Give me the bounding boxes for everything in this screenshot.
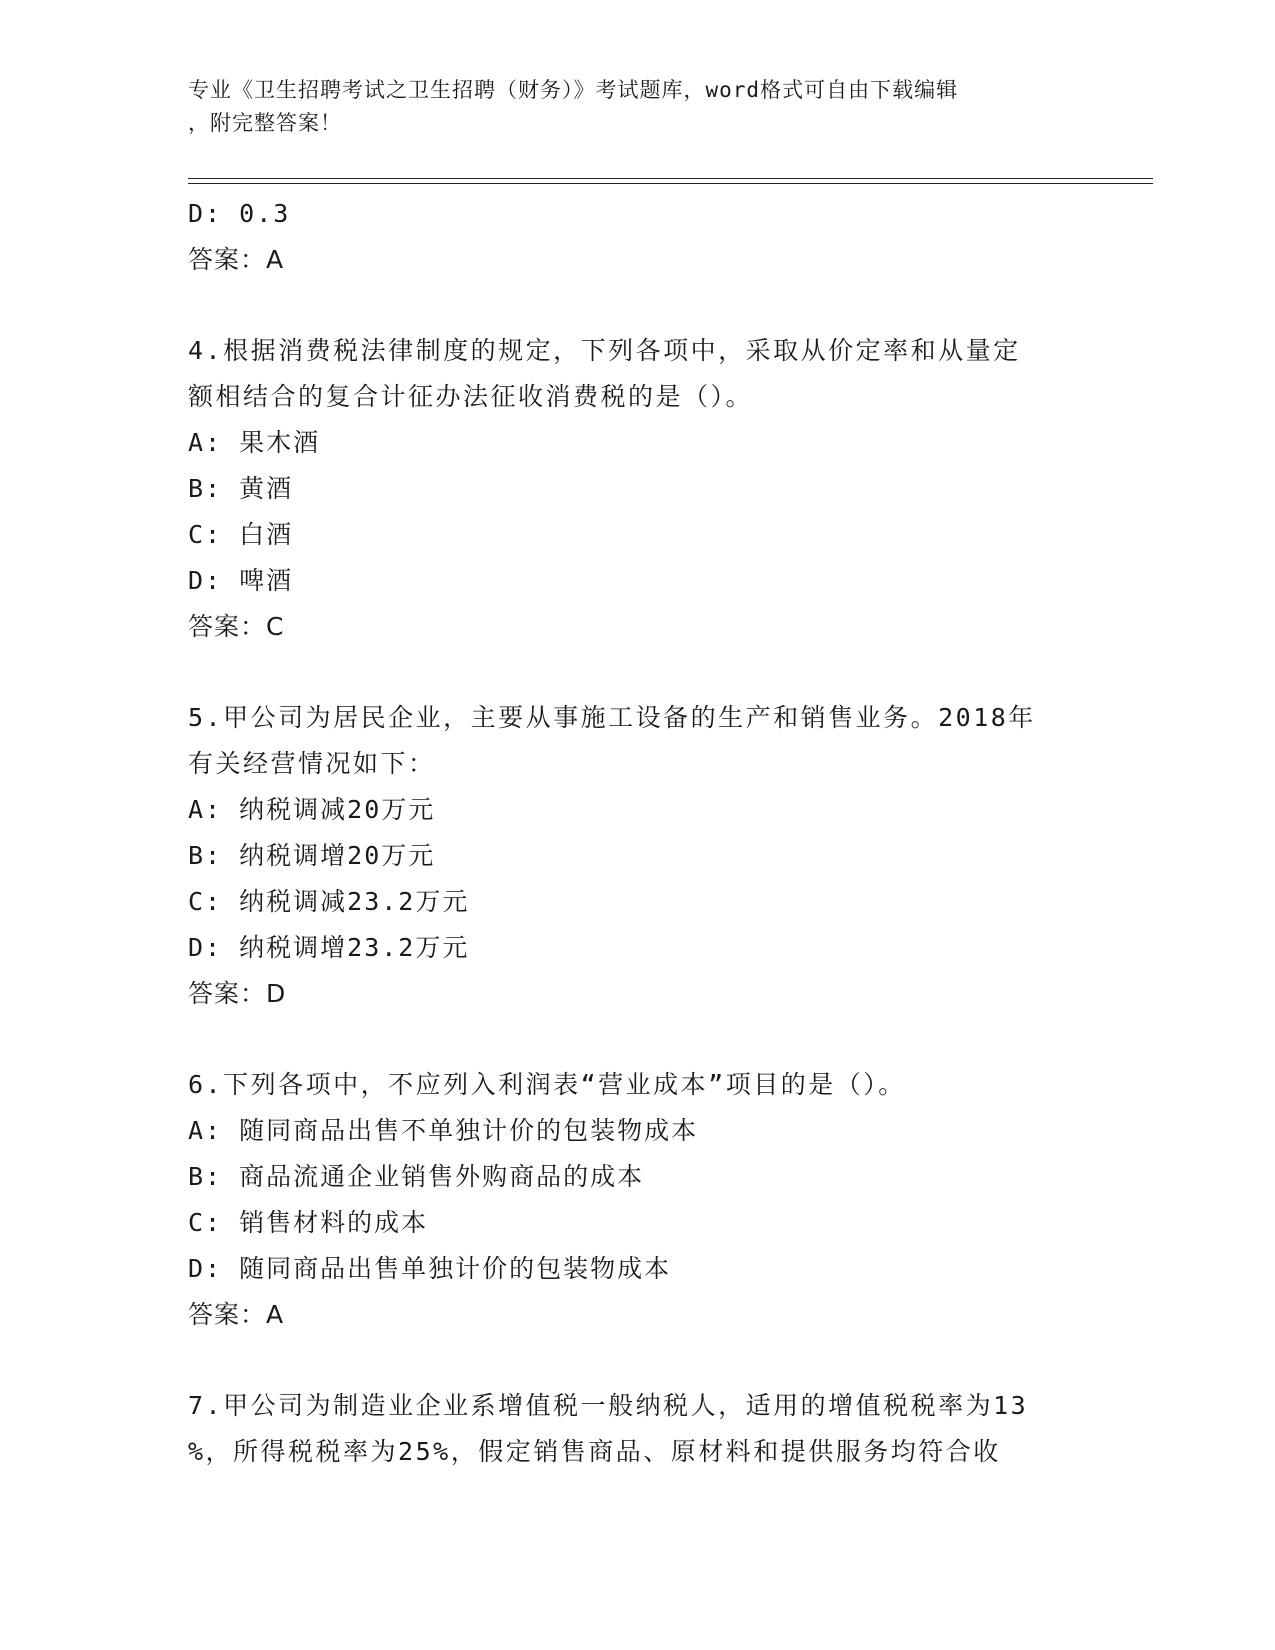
question-5 — [188, 695, 1088, 1017]
question-4 — [188, 328, 1088, 650]
option-a: A: 果木酒 — [188, 428, 321, 457]
question-7 — [188, 1383, 1088, 1475]
stem-line: %，所得税税率为25%，假定销售商品、原材料和提供服务均符合收 — [188, 1437, 1001, 1466]
answer-line: 答案：D — [188, 979, 287, 1008]
question-stem — [188, 1062, 1068, 1108]
option-c: C: 销售材料的成本 — [188, 1208, 429, 1237]
stem-line: 4.根据消费税法律制度的规定，下列各项中，采取从价定率和从量定 — [188, 336, 1021, 365]
question-stem — [188, 1383, 1068, 1475]
option-a: A: 纳税调减20万元 — [188, 795, 436, 824]
header-divider-bottom — [188, 183, 1153, 184]
option-b: B: 黄酒 — [188, 474, 294, 503]
option-d: D: 啤酒 — [188, 566, 294, 595]
stem-line: 有关经营情况如下： — [188, 749, 436, 778]
stem-line: 6.下列各项中，不应列入利润表“营业成本”项目的是（）。 — [188, 1070, 906, 1099]
option-c: C: 白酒 — [188, 520, 294, 549]
answer-line: 答案：C — [188, 612, 285, 641]
stem-line: 7.甲公司为制造业企业系增值税一般纳税人，适用的增值税税率为13 — [188, 1391, 1029, 1420]
option-a: A: 随同商品出售不单独计价的包装物成本 — [188, 1116, 699, 1145]
option-d: D: 纳税调增23.2万元 — [188, 933, 470, 962]
answer-line: 答案：A — [188, 1300, 285, 1329]
option-c: C: 纳税调减23.2万元 — [188, 887, 470, 916]
option-d: D: 0.3 — [188, 199, 291, 228]
question-6 — [188, 1062, 1088, 1338]
option-b: B: 纳税调增20万元 — [188, 841, 436, 870]
document-header — [188, 74, 1088, 140]
stem-line: 额相结合的复合计征办法征收消费税的是（）。 — [188, 382, 754, 411]
header-line-1: 专业《卫生招聘考试之卫生招聘（财务）》考试题库，word格式可自由下载编辑 — [188, 78, 959, 102]
question-3-tail — [188, 191, 1088, 283]
question-stem — [188, 695, 1068, 787]
option-d: D: 随同商品出售单独计价的包装物成本 — [188, 1254, 672, 1283]
stem-line: 5.甲公司为居民企业，主要从事施工设备的生产和销售业务。2018年 — [188, 703, 1036, 732]
option-b: B: 商品流通企业销售外购商品的成本 — [188, 1162, 645, 1191]
header-divider-top — [188, 178, 1153, 179]
header-line-2: ，附完整答案！ — [188, 111, 342, 135]
question-list — [188, 191, 1088, 1475]
question-stem — [188, 328, 1068, 420]
answer-line: 答案：A — [188, 245, 285, 274]
